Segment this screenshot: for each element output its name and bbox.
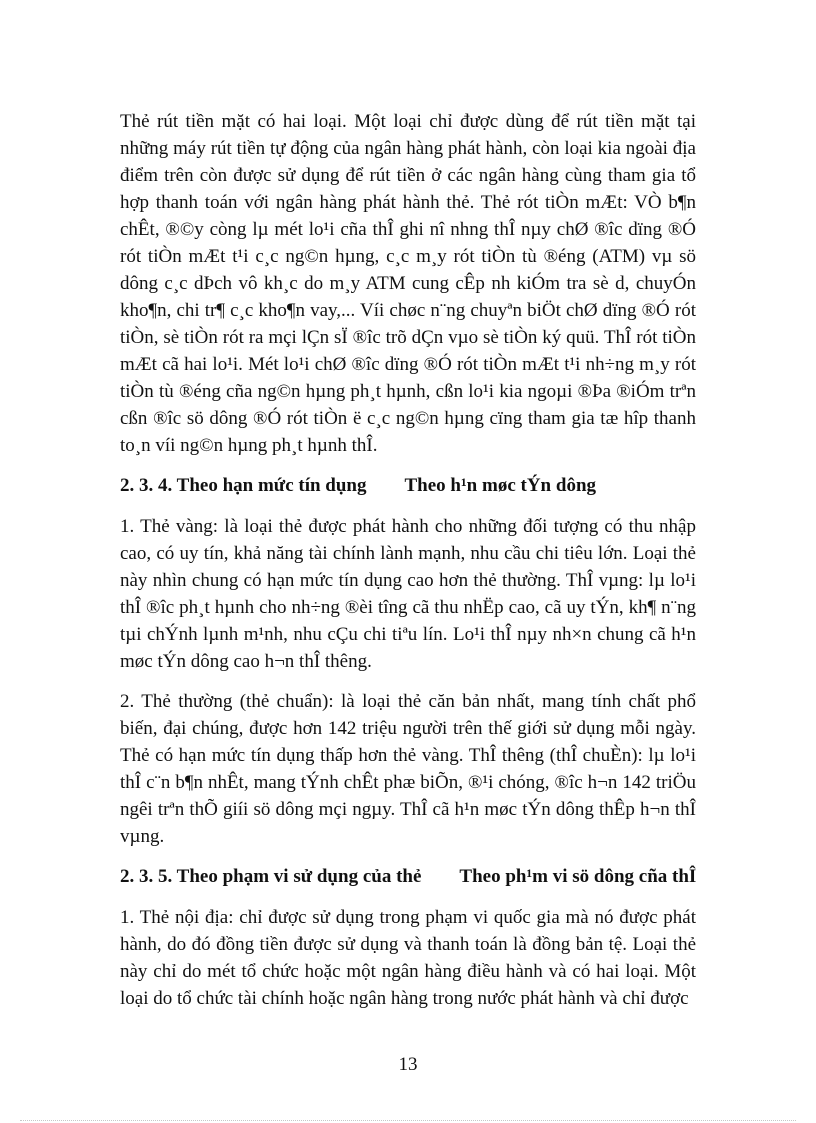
section-heading-credit-limit	[120, 472, 696, 499]
section-heading-usage-scope	[120, 863, 696, 890]
page-bottom-divider	[20, 1120, 796, 1121]
heading-text: 2. 3. 4. Theo hạn mức tín dụng	[120, 475, 367, 496]
paragraph-gold-card: 1. Thẻ vàng: là loại thẻ được phát hành cho những đối tượng có thu nhập cao, có uy tín, khả năng tài chính lành mạnh, nhu cầu chi tiêu lớn. Loại thẻ này nhìn chung có hạn mức tín dụng cao hơn thẻ thường. ThÎ vµng: lµ lo¹i thÎ ®îc ph¸t hµnh cho nh÷ng ®èi tîng cã thu nhËp cao, cã uy tÝn, kh¶ n¨ng tµi chÝnh lµnh m¹nh, nhu cÇu chi tiªu lín. Lo¹i thÎ nµy nh×n chung cã h¹n møc tÝn dông cao h¬n thÎ thêng.	[120, 516, 696, 672]
paragraph-cash-card: Thẻ rút tiền mặt có hai loại. Một loại chỉ được dùng để rút tiền mặt tại những máy rút tiền tự động của ngân hàng phát hành, còn loại kia ngoài địa điểm trên còn được sử dụng để rút tiền ở các ngân hàng cùng tham gia tổ hợp thanh toán với ngân hàng phát hành thẻ. Thẻ rót tiÒn mÆt: VÒ b¶n chÊt, ®©y còng lµ mét lo¹i cña thÎ ghi nî nhng thÎ nµy chØ ®îc dïng ®Ó rót tiÒn mÆt t¹i c¸c ng©n hµng, c¸c m¸y rót tiÒn tù ®éng (ATM) vµ sö dông c¸c dÞch vô kh¸c do m¸y ATM cung cÊp nh kiÓm tra sè d, chuyÓn kho¶n, chi tr¶ c¸c kho¶n vay,... Víi chøc n¨ng chuyªn biÖt chØ dïng ®Ó rót tiÒn, sè tiÒn rót ra mçi lÇn sÏ ®îc trõ dÇn vµo sè tiÒn ký quü. ThÎ rót tiÒn mÆt cã hai lo¹i. Mét lo¹i chØ ®îc dïng ®Ó rót tiÒn mÆt t¹i nh÷ng m¸y rót tiÒn tù ®éng cña ng©n hµng ph¸t hµnh, cßn lo¹i kia ngoµi ®Þa ®iÓm trªn cßn ®îc sö dông ®Ó rót tiÒn ë c¸c ng©n hµng cïng tham gia tæ hîp thanh to¸n víi ng©n hµng ph¸t hµnh thÎ.	[120, 111, 696, 456]
paragraph-standard-card: 2. Thẻ thường (thẻ chuẩn): là loại thẻ căn bản nhất, mang tính chất phổ biến, đại chúng, được hơn 142 triệu người trên thế giới sử dụng mỗi ngày. Thẻ có hạn mức tín dụng thấp hơn thẻ vàng. ThÎ thêng (thÎ chuÈn): lµ lo¹i thÎ c¨n b¶n nhÊt, mang tÝnh chÊt phæ biÕn, ®¹i chóng, ®îc h¬n 142 triÖu ngêi trªn thÕ giíi sö dông mçi ngµy. ThÎ cã h¹n møc tÝn dông thÊp h¬n thÎ vµng.	[120, 691, 696, 847]
page-content	[120, 108, 696, 1025]
heading-legacy-text: Theo ph¹m vi sö dông cña thÎ	[459, 866, 697, 887]
heading-text: 2. 3. 5. Theo phạm vi sử dụng của thẻ	[120, 866, 422, 887]
page-number: 13	[398, 1054, 418, 1075]
heading-legacy-text: Theo h¹n møc tÝn dông	[404, 475, 597, 496]
paragraph-domestic-card: 1. Thẻ nội địa: chỉ được sử dụng trong phạm vi quốc gia mà nó được phát hành, do đó đồng tiền được sử dụng và thanh toán là đồng bản tệ. Loại thẻ này chỉ do mét tổ chức hoặc một ngân hàng điều hành và có hai loại. Một loại do tổ chức tài chính hoặc ngân hàng trong nước phát hành và chỉ được	[120, 907, 696, 1009]
